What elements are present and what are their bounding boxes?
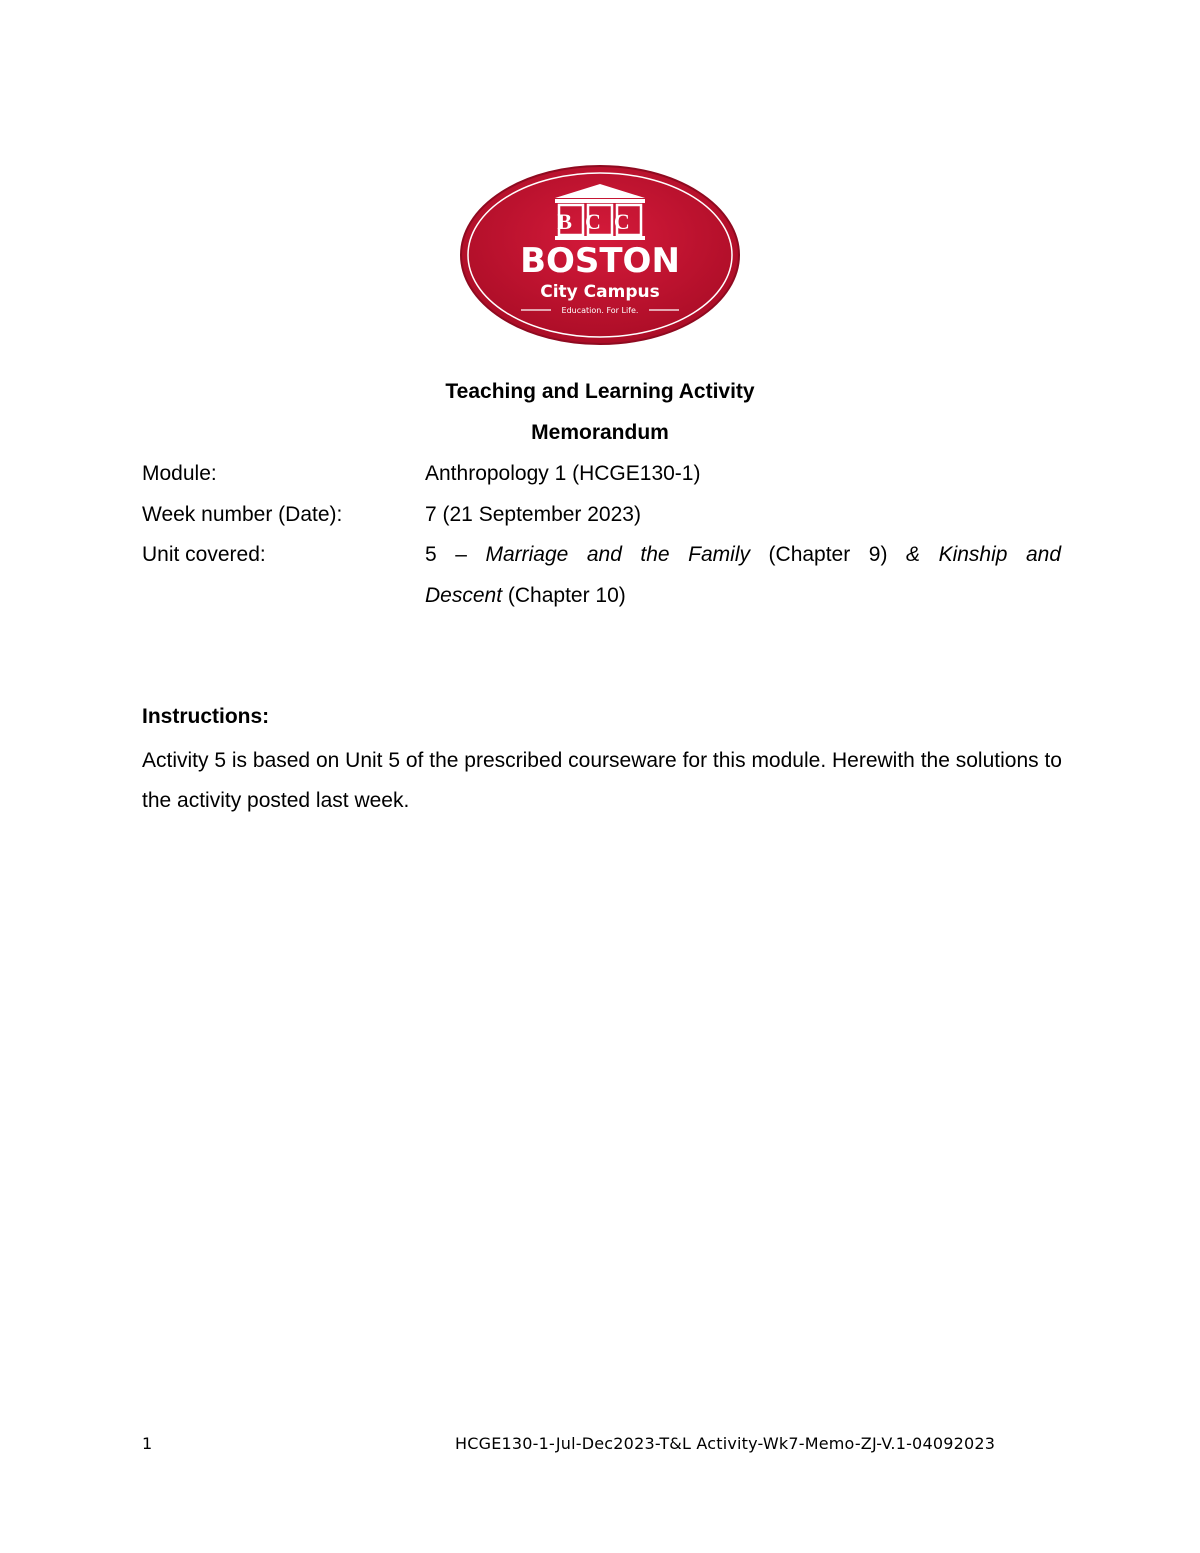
- unit-number: 5 –: [425, 543, 467, 566]
- unit-topic-kinship: Kinship and: [938, 543, 1062, 566]
- document-subtitle: Memorandum: [531, 421, 669, 444]
- unit-chapter-9: (Chapter 9): [768, 543, 888, 566]
- unit-label: Unit covered:: [142, 543, 266, 566]
- logo-tagline: Education. For Life.: [561, 306, 639, 315]
- instructions-body: Activity 5 is based on Unit 5 of the prescribed courseware for this module. Herewith the solutions to the activity posted last week.: [142, 749, 1062, 812]
- week-value: 7 (21 September 2023): [425, 503, 641, 526]
- unit-ampersand: &: [906, 543, 921, 566]
- week-label: Week number (Date):: [142, 503, 343, 526]
- page-number: 1: [142, 1434, 153, 1453]
- module-label: Module:: [142, 462, 217, 485]
- boston-city-campus-logo: [459, 164, 741, 346]
- instructions-heading: Instructions:: [142, 705, 270, 728]
- logo-initials: BCC: [557, 209, 643, 234]
- logo-subname: City Campus: [540, 282, 660, 302]
- unit-value-line2: [425, 584, 626, 608]
- logo-name: BOSTON: [520, 241, 680, 281]
- footer-reference: HCGE130-1-Jul-Dec2023-T&L Activity-Wk7-Memo-ZJ-V.1-04092023: [455, 1434, 996, 1453]
- unit-chapter-10: (Chapter 10): [507, 584, 626, 607]
- module-value: Anthropology 1 (HCGE130-1): [425, 462, 701, 485]
- unit-topic-marriage: Marriage and the Family: [485, 543, 750, 566]
- unit-value-line1: [425, 543, 1061, 567]
- unit-topic-descent: Descent: [425, 584, 503, 607]
- document-title: Teaching and Learning Activity: [445, 380, 755, 403]
